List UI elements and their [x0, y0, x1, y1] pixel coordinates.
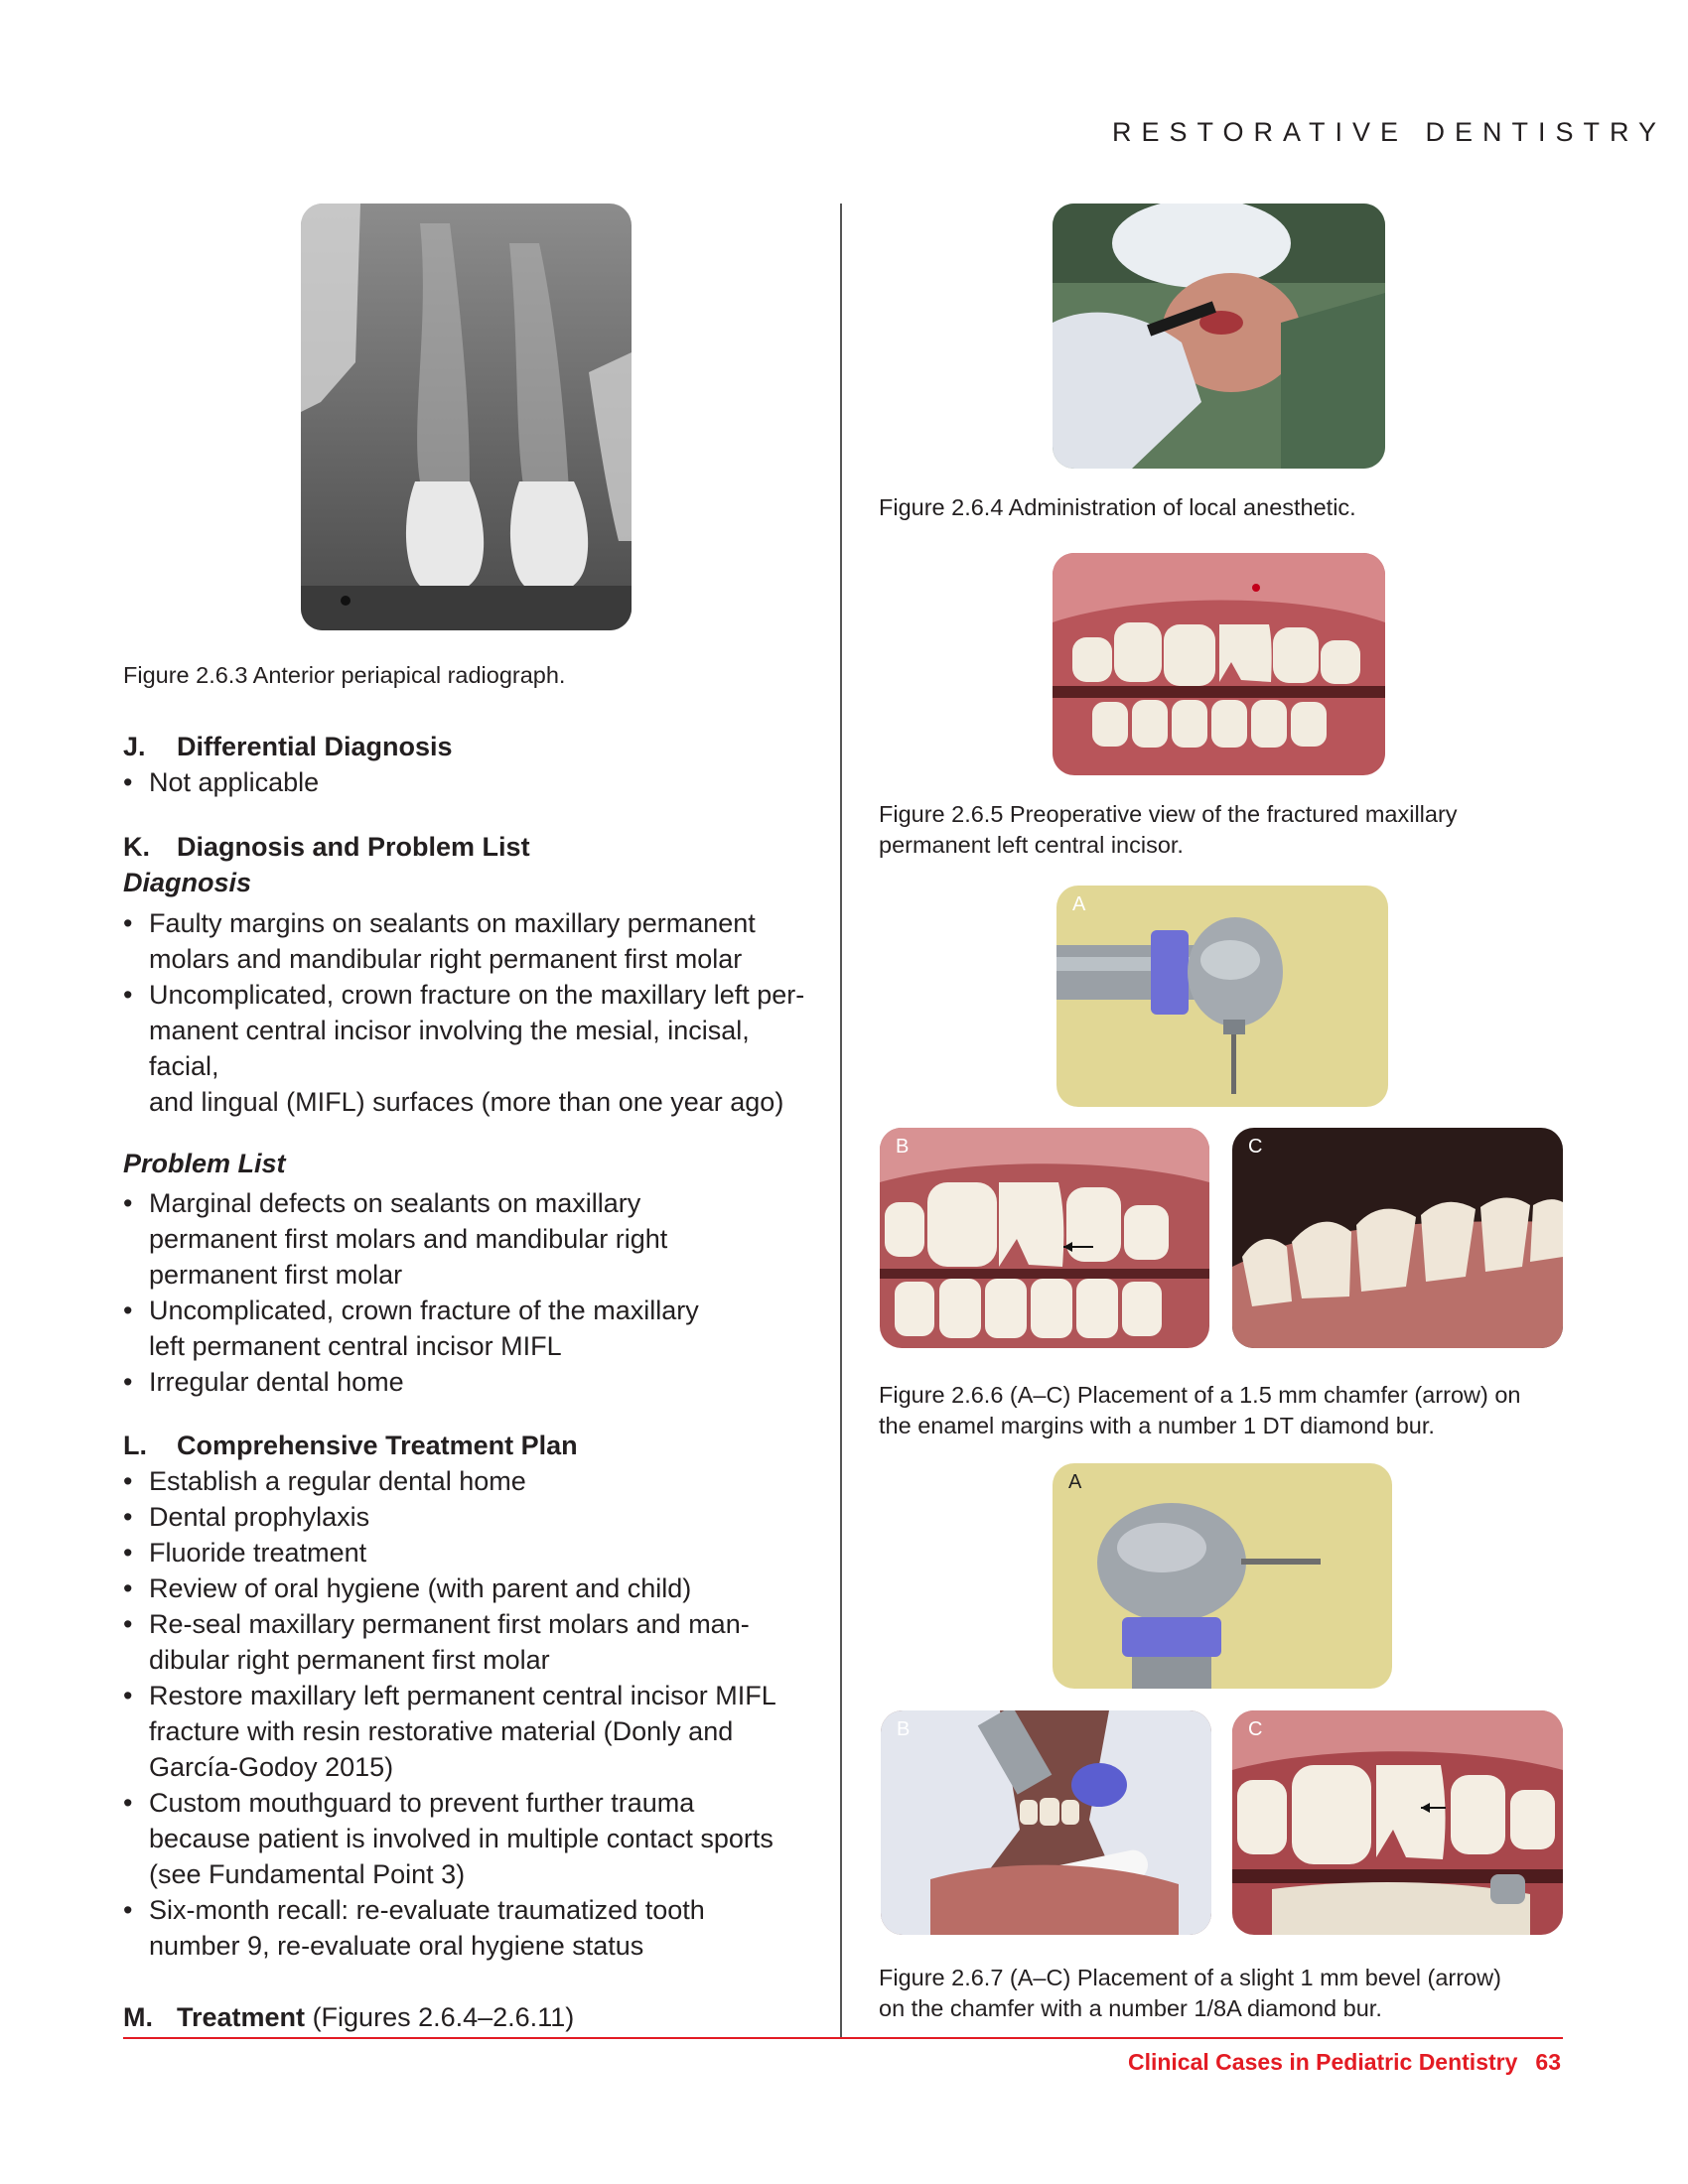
- running-head: RESTORATIVE DENTISTRY: [1112, 117, 1667, 147]
- figure-2-6-3-caption: Figure 2.6.3 Anterior periapical radiograph.: [123, 662, 566, 688]
- figure-2-6-4-caption: Figure 2.6.4 Administration of local anesthetic.: [879, 494, 1356, 520]
- list-item: • Uncomplicated, crown fracture on the maxillary left per- manent central incisor involving the mesial, incisal, facial, and lingual (MIFL) surfaces (more than one year ago): [123, 977, 818, 1120]
- treatment-plan-list: [123, 1463, 818, 1964]
- figure-2-6-7-b-photo: [881, 1710, 1211, 1935]
- list-item: • Establish a regular dental home: [123, 1463, 818, 1499]
- page-footer: [1128, 2049, 1561, 2076]
- figure-2-6-6-a-photo: [1056, 886, 1388, 1107]
- book-title: Clinical Cases in Pediatric Dentistry: [1127, 2049, 1518, 2075]
- list-item: • Dental prophylaxis: [123, 1499, 818, 1535]
- problem-list: [123, 1185, 818, 1400]
- section-l-heading: L. Comprehensive Treatment Plan: [123, 1431, 578, 1460]
- section-m-heading: M. Treatment (Figures 2.6.4–2.6.11): [123, 2002, 575, 2032]
- list-item: • Restore maxillary left permanent central incisor MIFL fracture with resin restorative material (Donly and García-Godoy 2015): [123, 1678, 818, 1785]
- preoperative-photo: [1053, 553, 1385, 775]
- anesthetic-photo: [1053, 204, 1385, 469]
- figure-2-6-6-caption: Figure 2.6.6 (A–C) Placement of a 1.5 mm chamfer (arrow) on the enamel margins with a number 1 DT diamond bur.: [879, 1382, 1521, 1438]
- footer-rule: [123, 2037, 1563, 2039]
- diagnosis-list: [123, 905, 818, 1120]
- list-item: • Marginal defects on sealants on maxillary permanent first molars and mandibular right permanent first molar: [123, 1185, 818, 1293]
- panel-label: B: [897, 1718, 911, 1740]
- list-item: • Not applicable: [123, 764, 818, 800]
- panel-label: A: [1072, 893, 1086, 915]
- figure-2-6-6-b-photo: [880, 1128, 1209, 1348]
- figure-2-6-7-a-photo: [1053, 1463, 1392, 1689]
- panel-label: C: [1248, 1718, 1263, 1740]
- list-item: • Re-seal maxillary permanent first molars and man- dibular right permanent first molar: [123, 1606, 818, 1678]
- list-item: • Six-month recall: re-evaluate traumatized tooth number 9, re-evaluate oral hygiene status: [123, 1892, 818, 1964]
- page-number: 63: [1535, 2049, 1561, 2075]
- figure-2-6-7-c-photo: [1232, 1710, 1563, 1935]
- list-item: • Uncomplicated, crown fracture of the maxillary left permanent central incisor MIFL: [123, 1293, 818, 1364]
- figure-2-6-7-caption: Figure 2.6.7 (A–C) Placement of a slight 1 mm bevel (arrow) on the chamfer with a number 1/8A diamond bur.: [879, 1965, 1501, 2021]
- figure-2-6-5-caption: Figure 2.6.5 Preoperative view of the fractured maxillary permanent left central incisor.: [879, 801, 1458, 858]
- list-item: • Fluoride treatment: [123, 1535, 818, 1570]
- figure-2-6-6-c-photo: [1232, 1128, 1563, 1348]
- panel-label: A: [1068, 1471, 1082, 1493]
- list-item: • Custom mouthguard to prevent further trauma because patient is involved in multiple contact sports (see Fundamental Point 3): [123, 1785, 818, 1892]
- panel-label: C: [1248, 1136, 1263, 1158]
- list-item: • Irregular dental home: [123, 1364, 818, 1400]
- radiograph-image: [301, 204, 632, 630]
- list-item: • Review of oral hygiene (with parent and child): [123, 1570, 818, 1606]
- list-item: • Faulty margins on sealants on maxillary permanent molars and mandibular right permanent first molar: [123, 905, 818, 977]
- diagnosis-subheading: Diagnosis: [123, 868, 252, 897]
- section-k-heading: K. Diagnosis and Problem List: [123, 832, 530, 862]
- problem-list-subheading: Problem List: [123, 1149, 286, 1178]
- column-divider: [840, 204, 842, 2037]
- section-j-list: [123, 764, 818, 800]
- section-j-heading: J. Differential Diagnosis: [123, 732, 453, 761]
- panel-label: B: [896, 1136, 910, 1158]
- text-column: [123, 729, 818, 2035]
